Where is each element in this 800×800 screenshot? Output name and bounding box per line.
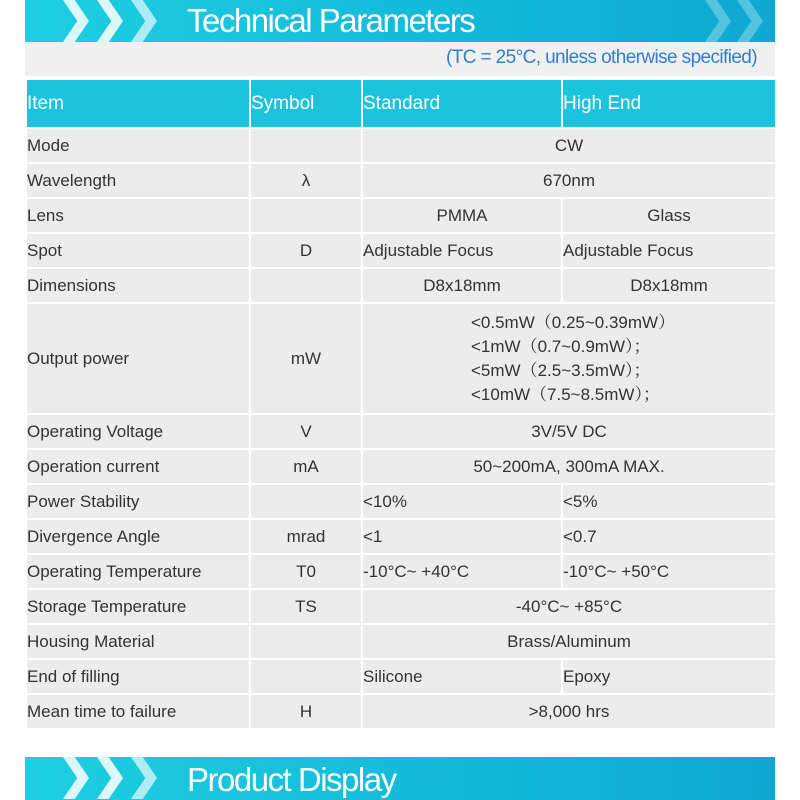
- row-label: Storage Temperature: [26, 589, 250, 624]
- row-high-end-value: <5%: [562, 484, 776, 519]
- page-title: Technical Parameters: [187, 2, 475, 39]
- row-value: >8,000 hrs: [362, 694, 776, 729]
- conditions-note: (TC = 25°C, unless otherwise specified): [445, 47, 757, 68]
- power-line: <5mW（2.5~3.5mW）；: [471, 360, 651, 380]
- power-line: <0.5mW（0.25~0.39mW）: [471, 312, 676, 332]
- row-label: End of filling: [26, 659, 250, 694]
- chevron-right-icon: [63, 757, 89, 799]
- column-header-high-end: High End: [562, 79, 776, 128]
- parameters-table: [25, 78, 777, 730]
- row-symbol: mW: [250, 303, 362, 414]
- table-row: [26, 198, 776, 233]
- row-symbol: mrad: [250, 519, 362, 554]
- row-value: 3V/5V DC: [362, 414, 776, 449]
- table-row: [26, 589, 776, 624]
- row-high-end-value: D8x18mm: [562, 268, 776, 303]
- row-symbol: V: [250, 414, 362, 449]
- row-symbol: [250, 659, 362, 694]
- row-symbol: mA: [250, 449, 362, 484]
- table-row: [26, 554, 776, 589]
- table-row: [26, 449, 776, 484]
- row-high-end-value: Glass: [562, 198, 776, 233]
- table-row: [26, 163, 776, 198]
- row-value: 670nm: [362, 163, 776, 198]
- table-row: [26, 519, 776, 554]
- row-symbol: T0: [250, 554, 362, 589]
- row-symbol: [250, 484, 362, 519]
- row-label: Operating Voltage: [26, 414, 250, 449]
- row-label: Spot: [26, 233, 250, 268]
- row-symbol: [250, 198, 362, 233]
- row-label: Mean time to failure: [26, 694, 250, 729]
- row-symbol: [250, 624, 362, 659]
- table-row: [26, 659, 776, 694]
- row-label: Operation current: [26, 449, 250, 484]
- row-label: Operating Temperature: [26, 554, 250, 589]
- chevron-right-icon: [97, 0, 123, 42]
- table-row: [26, 303, 776, 414]
- column-header-symbol: Symbol: [250, 79, 362, 128]
- row-label: Wavelength: [26, 163, 250, 198]
- table-header-row: [26, 79, 776, 128]
- row-high-end-value: <0.7: [562, 519, 776, 554]
- row-label: Power Stability: [26, 484, 250, 519]
- row-value: Brass/Aluminum: [362, 624, 776, 659]
- table-row: [26, 484, 776, 519]
- row-label: Housing Material: [26, 624, 250, 659]
- title-banner: [25, 0, 775, 42]
- row-standard-value: PMMA: [362, 198, 562, 233]
- row-symbol: [250, 128, 362, 163]
- section-title: Product Display: [187, 761, 396, 798]
- chevron-right-icon: [97, 757, 123, 799]
- row-value: 50~200mA, 300mA MAX.: [362, 449, 776, 484]
- row-label: Mode: [26, 128, 250, 163]
- row-standard-value: <10%: [362, 484, 562, 519]
- table-row: [26, 128, 776, 163]
- row-symbol: H: [250, 694, 362, 729]
- row-standard-value: Silicone: [362, 659, 562, 694]
- row-value: CW: [362, 128, 776, 163]
- power-line: <1mW（0.7~0.9mW）；: [471, 336, 651, 356]
- row-standard-value: -10°C~ +40°C: [362, 554, 562, 589]
- table-row: [26, 233, 776, 268]
- row-high-end-value: -10°C~ +50°C: [562, 554, 776, 589]
- row-label: Lens: [26, 198, 250, 233]
- table-row: [26, 694, 776, 729]
- table-row: [26, 624, 776, 659]
- chevron-right-icon: [131, 0, 157, 42]
- table-row: [26, 414, 776, 449]
- row-high-end-value: Adjustable Focus: [562, 233, 776, 268]
- power-line: <10mW（7.5~8.5mW）；: [471, 384, 660, 404]
- row-standard-value: <1: [362, 519, 562, 554]
- chevron-right-icon: [737, 0, 763, 42]
- chevron-right-icon: [63, 0, 89, 42]
- row-symbol: D: [250, 233, 362, 268]
- column-header-standard: Standard: [362, 79, 562, 128]
- row-symbol: [250, 268, 362, 303]
- row-symbol: λ: [250, 163, 362, 198]
- row-label: Divergence Angle: [26, 519, 250, 554]
- row-high-end-value: Epoxy: [562, 659, 776, 694]
- subtitle-bar: [25, 42, 775, 76]
- row-standard-value: Adjustable Focus: [362, 233, 562, 268]
- table-row: [26, 268, 776, 303]
- row-label: Dimensions: [26, 268, 250, 303]
- row-symbol: TS: [250, 589, 362, 624]
- row-standard-value: D8x18mm: [362, 268, 562, 303]
- column-header-item: Item: [26, 79, 250, 128]
- output-power-values: [362, 303, 776, 414]
- chevron-right-icon: [705, 0, 731, 42]
- chevron-right-icon: [131, 757, 157, 799]
- section-banner: [25, 757, 775, 800]
- row-value: -40°C~ +85°C: [362, 589, 776, 624]
- row-label: Output power: [26, 303, 250, 414]
